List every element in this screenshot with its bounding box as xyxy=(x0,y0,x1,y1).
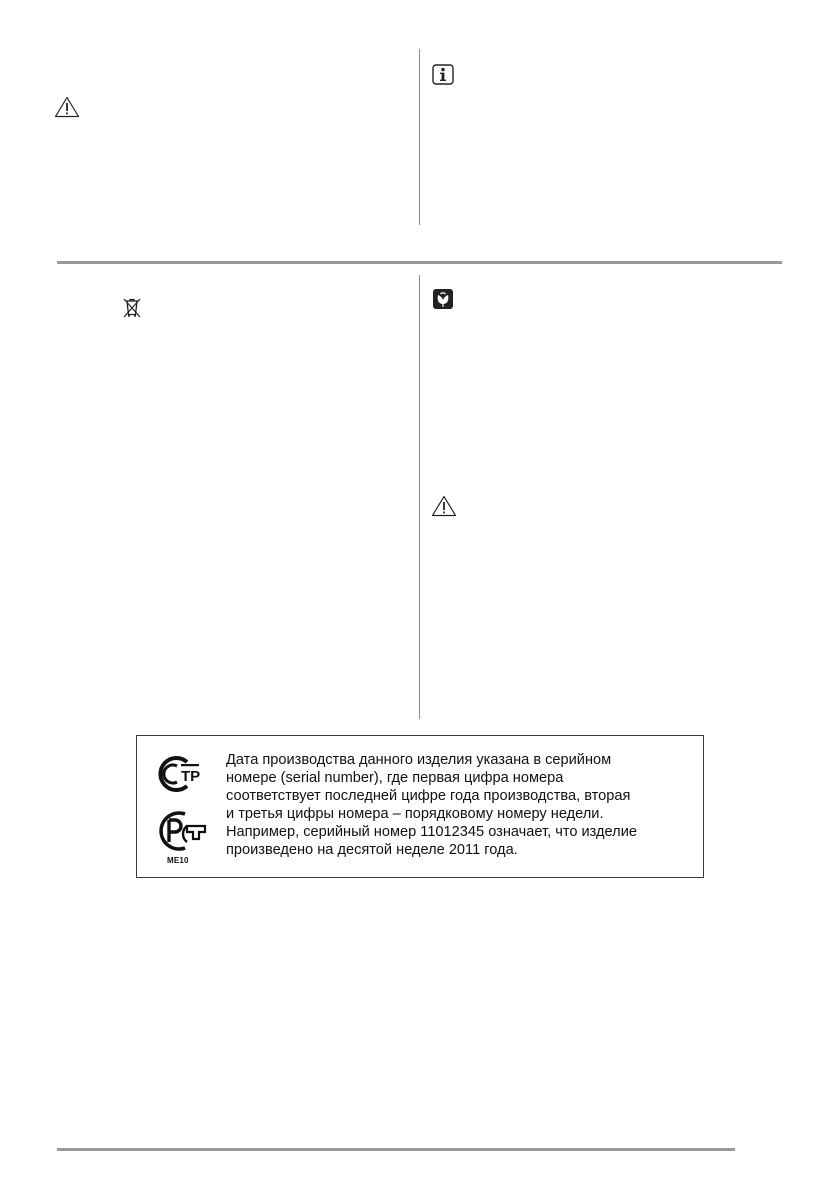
warning-triangle-icon xyxy=(431,495,457,517)
mark-code-label: ME10 xyxy=(167,856,189,865)
note-line: Например, серийный номер 11012345 означает, что изделие xyxy=(226,824,637,840)
column-divider-bottom xyxy=(419,275,420,719)
info-icon xyxy=(432,64,454,85)
environment-leaf-icon xyxy=(432,288,454,310)
certification-box xyxy=(136,735,704,878)
eac-tr-mark-icon xyxy=(157,754,211,794)
production-date-note xyxy=(226,751,696,859)
note-line: Дата производства данного изделия указана в серийном xyxy=(226,752,612,768)
crossed-out-bin-icon xyxy=(122,296,142,318)
footer-rule xyxy=(57,1148,735,1151)
svg-text:ТР: ТР xyxy=(181,768,201,785)
warning-triangle-icon xyxy=(54,96,80,118)
column-divider-top xyxy=(419,49,420,225)
note-line: и третья цифры номера – порядковому номеру недели. xyxy=(226,806,604,822)
rst-certification-mark-icon xyxy=(157,808,211,854)
note-line: соответствует последней цифре года производства, вторая xyxy=(226,788,631,804)
section-separator xyxy=(57,261,782,264)
note-line: номере (serial number), где первая цифра номера xyxy=(226,770,564,786)
note-line: произведено на десятой неделе 2011 года. xyxy=(226,842,518,858)
